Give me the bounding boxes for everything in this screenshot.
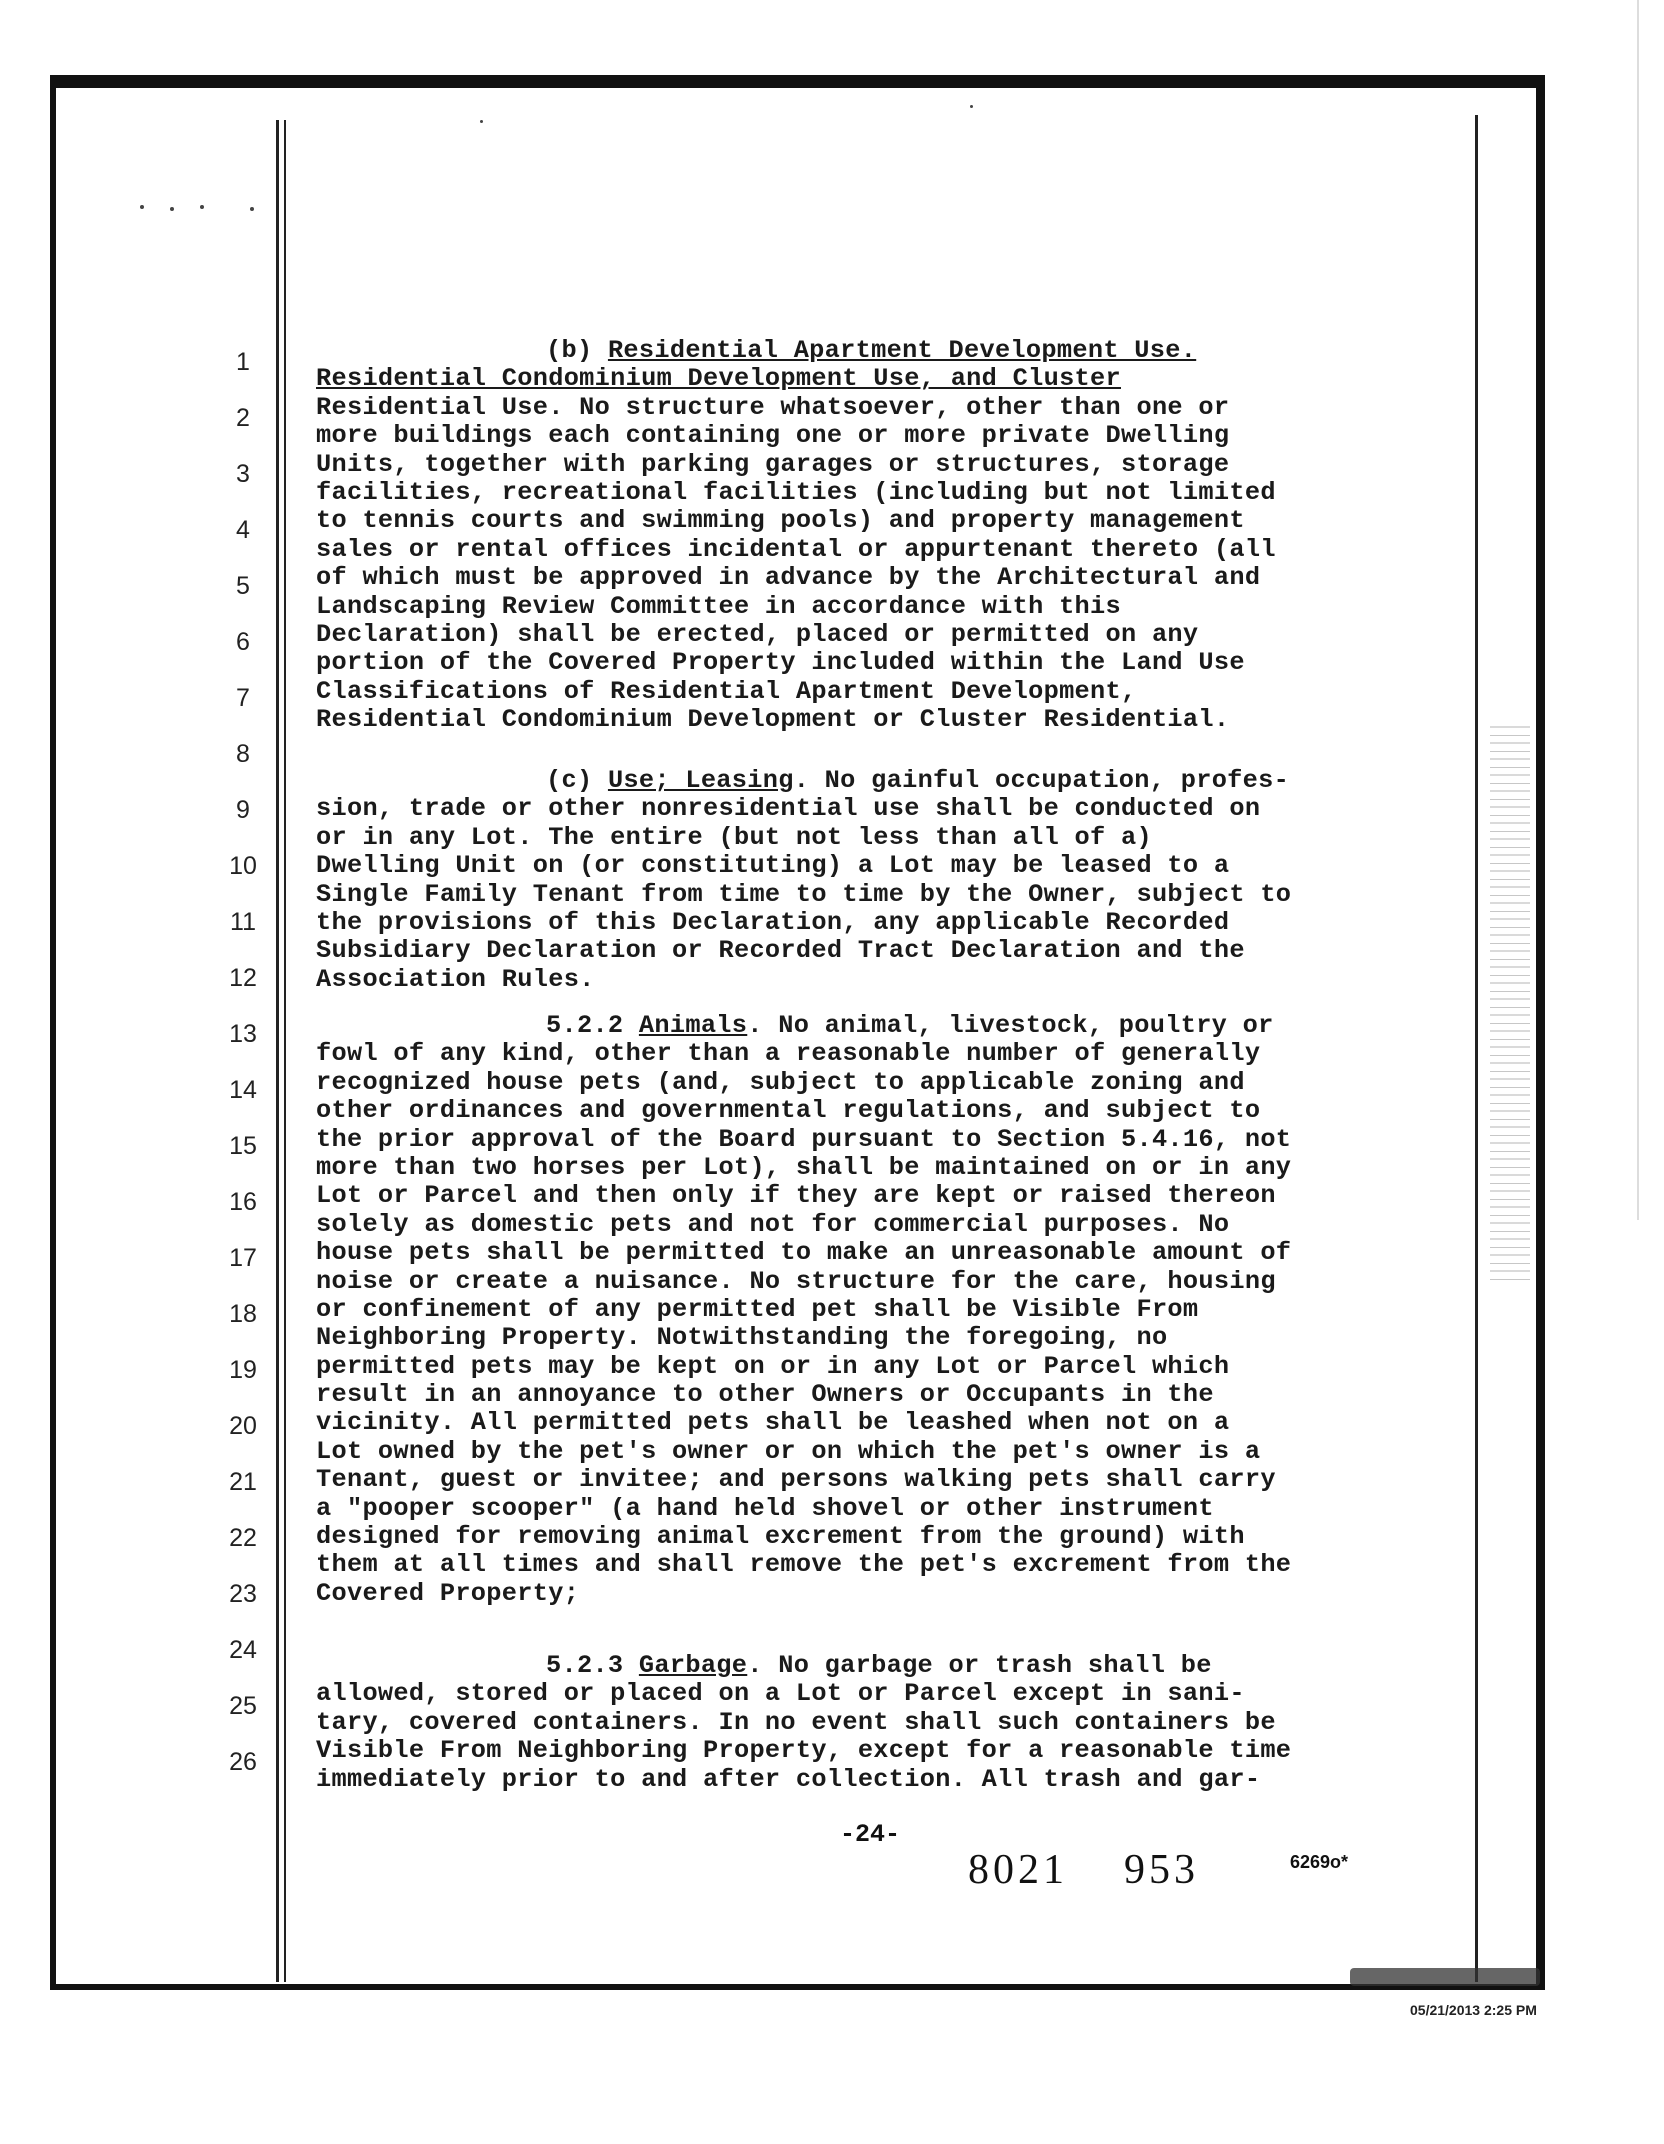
body-line: Dwelling Unit on (or constituting) a Lot may be leased to a [316,851,1230,881]
line-number: 1 [236,348,250,376]
line-number: 23 [229,1580,257,1608]
body-line: designed for removing animal excrement from the ground) with [316,1522,1245,1552]
line-number: 25 [229,1692,257,1720]
scan-speck [200,205,204,209]
left-margin-rule-inner [284,120,286,1982]
line-number: 15 [229,1132,257,1160]
body-line: other ordinances and governmental regulations, and subject to [316,1096,1261,1126]
body-line: Visible From Neighboring Property, except for a reasonable time [316,1736,1292,1766]
body-line: Neighboring Property. Notwithstanding the foregoing, no [316,1323,1168,1353]
line-number: 26 [229,1748,257,1776]
paragraph-heading-line [316,337,1426,365]
line-number: 4 [236,516,250,544]
scan-speck [140,205,144,209]
line-number: 7 [236,684,250,712]
line-number: 16 [229,1188,257,1216]
body-line: of which must be approved in advance by the Architectural and [316,563,1261,593]
body-line: Declaration) shall be erected, placed or permitted on any [316,619,1199,649]
line-number: 6 [236,628,250,656]
line-number: 10 [229,852,257,880]
heading-prefix: (b) [546,336,608,365]
recording-book: 8021 [968,1847,1068,1893]
recording-page: 953 [1124,1847,1199,1893]
body-line: portion of the Covered Property included within the Land Use [316,648,1245,678]
line-number: 12 [229,964,257,992]
body-line: Residential Use. No structure whatsoever, other than one or [316,392,1230,422]
line-number: 5 [236,572,250,600]
line-number: 19 [229,1356,257,1384]
scan-artifact-strip [1490,720,1530,1280]
heading-rest: . No garbage or trash shall be [747,1651,1212,1680]
body-line: vicinity. All permitted pets shall be leashed when not on a [316,1408,1230,1438]
section-heading: Use; Leasing [607,766,794,795]
section-5-2-2-animals [316,1012,1426,1608]
page-number: -24- [840,1820,901,1849]
line-number: 21 [229,1468,257,1496]
body-line: more buildings each containing one or more private Dwelling [316,421,1230,451]
line-number: 18 [229,1300,257,1328]
line-number: 14 [229,1076,257,1104]
section-heading: Garbage [638,1651,748,1680]
line-number: 9 [236,796,250,824]
line-number: 3 [236,460,250,488]
heading-rest: . No gainful occupation, profes- [793,766,1290,795]
heading-prefix: 5.2.3 [546,1651,639,1680]
body-line: house pets shall be permitted to make an unreasonable amount of [316,1238,1292,1268]
body-line: to tennis courts and swimming pools) and property management [316,506,1245,536]
scan-speck [480,120,483,123]
scan-edge-line [1637,0,1639,1220]
body-line: Units, together with parking garages or structures, storage [316,449,1230,479]
left-margin-rule-outer [276,120,279,1982]
body-line: Association Rules. [316,964,595,994]
body-line: Subsidiary Declaration or Recorded Tract Declaration and the [316,936,1245,966]
heading-prefix: (c) [546,766,608,795]
body-line: immediately prior to and after collection. All trash and gar- [316,1764,1261,1794]
body-line: Tenant, guest or invitee; and persons walking pets shall carry [316,1465,1276,1495]
line-number: 2 [236,404,250,432]
body-line: or confinement of any permitted pet shall be Visible From [316,1294,1199,1324]
scan-speck [250,207,254,211]
section-5-2-3-garbage [316,1652,1426,1794]
paragraph-b [316,337,1426,734]
line-number: 17 [229,1244,257,1272]
body-line: Landscaping Review Committee in accordance with this [316,591,1121,621]
paragraph-heading-line [316,1652,1426,1680]
section-heading: Residential Apartment Development Use. [607,336,1197,365]
line-number: 22 [229,1524,257,1552]
body-line: Residential Condominium Development Use, and Cluster [316,364,1121,394]
body-line: Classifications of Residential Apartment Development, [316,676,1137,706]
body-line: fowl of any kind, other than a reasonable number of generally [316,1039,1261,1069]
body-line: Lot owned by the pet's owner or on which the pet's owner is a [316,1436,1261,1466]
stamp-code: 6269o* [1290,1852,1349,1872]
body-line: Single Family Tenant from time to time by the Owner, subject to [316,879,1292,909]
body-line: Lot or Parcel and then only if they are kept or raised thereon [316,1181,1276,1211]
recording-number [968,1846,1199,1894]
paragraph-heading-line [316,767,1426,795]
line-number: 8 [236,740,250,768]
body-line: or in any Lot. The entire (but not less than all of a) [316,822,1152,852]
body-line: more than two horses per Lot), shall be maintained on or in any [316,1152,1292,1182]
heading-rest: . No animal, livestock, poultry or [747,1011,1274,1040]
body-line: noise or create a nuisance. No structure for the care, housing [316,1266,1276,1296]
line-number: 11 [230,908,256,936]
body-line: the provisions of this Declaration, any applicable Recorded [316,907,1230,937]
line-number: 20 [229,1412,257,1440]
body-line: result in an annoyance to other Owners or Occupants in the [316,1380,1214,1410]
body-line: sales or rental offices incidental or appurtenant thereto (all [316,534,1276,564]
body-line: allowed, stored or placed on a Lot or Parcel except in sani- [316,1679,1245,1709]
body-line: Covered Property; [316,1578,580,1608]
heading-prefix: 5.2.2 [546,1011,639,1040]
line-number: 24 [229,1636,257,1664]
scan-speck [970,105,973,108]
body-line: sion, trade or other nonresidential use shall be conducted on [316,794,1261,824]
paragraph-c [316,767,1426,994]
body-line: them at all times and shall remove the pet's excrement from the [316,1550,1292,1580]
body-line: the prior approval of the Board pursuant to Section 5.4.16, not [316,1124,1292,1154]
right-margin-rule [1475,115,1478,1982]
body-line: permitted pets may be kept on or in any Lot or Parcel which [316,1351,1230,1381]
body-line: a "pooper scooper" (a hand held shovel or other instrument [316,1493,1214,1523]
page-count-smudge [1350,1968,1540,1986]
paragraph-heading-line [316,1012,1426,1040]
print-timestamp: 05/21/2013 2:25 PM [1410,2002,1537,2018]
scan-speck [170,207,174,211]
body-line: facilities, recreational facilities (including but not limited [316,477,1276,507]
body-line: tary, covered containers. In no event shall such containers be [316,1707,1276,1737]
line-number: 13 [229,1020,257,1048]
section-heading: Animals [638,1011,748,1040]
body-line: recognized house pets (and, subject to applicable zoning and [316,1067,1245,1097]
body-line: Residential Condominium Development or Cluster Residential. [316,705,1230,735]
body-line: solely as domestic pets and not for commercial purposes. No [316,1209,1230,1239]
